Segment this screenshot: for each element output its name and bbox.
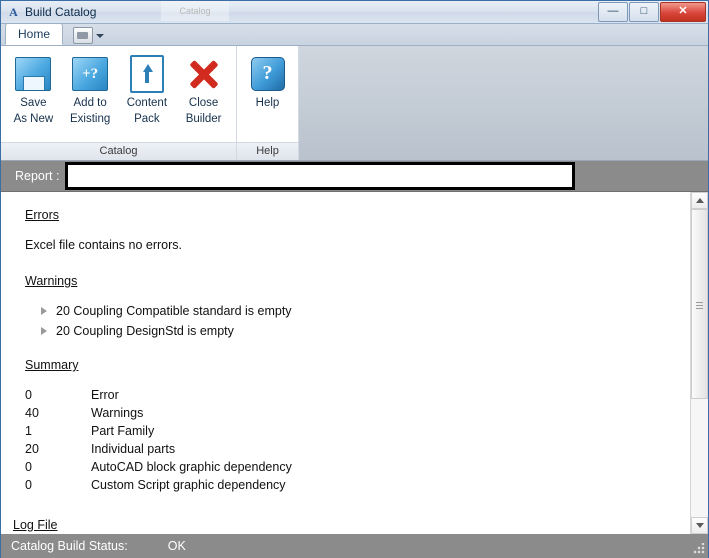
close-builder-button[interactable] — [177, 52, 230, 126]
scroll-down-button[interactable] — [691, 517, 708, 534]
add-to-existing-label-2: Existing — [69, 113, 111, 125]
report-content-area — [1, 192, 708, 534]
content-pack-label-2: Pack — [134, 113, 160, 125]
warning-text: 20 Coupling Compatible standard is empty — [56, 304, 292, 318]
log-file-link[interactable]: Log File — [13, 518, 58, 532]
table-row — [25, 388, 292, 406]
report-bar — [1, 161, 708, 192]
summary-table — [25, 388, 292, 496]
add-to-existing-button[interactable] — [64, 52, 117, 126]
expand-triangle-icon[interactable] — [41, 327, 47, 335]
content-pack-icon — [121, 54, 174, 94]
close-button[interactable]: ✕ — [660, 2, 706, 22]
table-row — [25, 406, 292, 424]
window-title: Build Catalog — [25, 5, 97, 19]
report-input[interactable] — [65, 162, 575, 190]
summary-label: Individual parts — [91, 442, 176, 456]
maximize-button[interactable]: □ — [629, 2, 659, 22]
save-as-new-label-1: Save — [20, 97, 47, 109]
errors-text: Excel file contains no errors. — [25, 238, 183, 252]
help-icon: ? — [243, 54, 292, 94]
help-label: Help — [255, 97, 280, 109]
table-row — [25, 478, 292, 496]
errors-heading: Errors — [25, 208, 60, 222]
ribbon-panel-help — [237, 46, 299, 160]
add-to-existing-icon: +? — [64, 54, 117, 94]
save-as-new-label-2: As New — [13, 113, 54, 125]
status-bar — [1, 534, 708, 558]
window-controls — [598, 2, 706, 22]
report-body — [1, 192, 690, 534]
summary-count: 40 — [25, 406, 39, 420]
list-item[interactable] — [41, 304, 690, 318]
content-pack-label-1: Content — [126, 97, 168, 109]
tab-home[interactable]: Home — [5, 23, 63, 45]
close-builder-label-2: Builder — [185, 113, 222, 125]
scrollbar-grip-icon — [696, 302, 703, 309]
warning-text: 20 Coupling DesignStd is empty — [56, 324, 234, 338]
summary-count: 20 — [25, 442, 39, 456]
quick-access-toolbar[interactable] — [73, 27, 104, 44]
ribbon-empty-area — [299, 46, 708, 160]
title-watermark: Catalog — [161, 1, 229, 21]
title-bar — [1, 1, 708, 24]
status-label: Catalog Build Status: — [11, 539, 128, 553]
save-as-new-icon — [7, 54, 60, 94]
summary-count: 0 — [25, 388, 32, 402]
close-builder-icon — [177, 54, 230, 94]
list-item[interactable] — [41, 324, 690, 338]
scroll-up-button[interactable] — [691, 192, 708, 209]
scrollbar-thumb[interactable] — [691, 209, 708, 399]
ribbon — [1, 46, 708, 161]
help-button[interactable] — [243, 52, 292, 110]
vertical-scrollbar[interactable] — [690, 192, 708, 534]
report-label: Report : — [15, 169, 60, 183]
table-row — [25, 442, 292, 460]
summary-count: 1 — [25, 424, 32, 438]
ribbon-tab-strip — [1, 24, 708, 46]
status-badge: OK — [167, 539, 186, 553]
panel-label-catalog: Catalog — [1, 142, 236, 160]
summary-count: 0 — [25, 460, 32, 474]
close-builder-label-1: Close — [188, 97, 219, 109]
summary-label: Error — [91, 388, 119, 402]
summary-label: Custom Script graphic dependency — [91, 478, 286, 492]
summary-label: Part Family — [91, 424, 155, 438]
warnings-heading: Warnings — [25, 274, 78, 288]
summary-label: AutoCAD block graphic dependency — [91, 460, 292, 474]
summary-heading: Summary — [25, 358, 79, 372]
expand-triangle-icon[interactable] — [41, 307, 47, 315]
panel-label-help: Help — [237, 142, 298, 160]
content-pack-button[interactable] — [121, 52, 174, 126]
add-to-existing-label-1: Add to — [73, 97, 107, 109]
scrollbar-track[interactable] — [691, 209, 708, 517]
save-as-new-button[interactable] — [7, 52, 60, 126]
summary-count: 0 — [25, 478, 32, 492]
resize-grip-icon[interactable] — [693, 543, 705, 555]
chevron-down-icon[interactable] — [96, 34, 104, 38]
chevron-down-icon — [696, 523, 704, 528]
summary-label: Warnings — [91, 406, 144, 420]
minimize-button[interactable]: — — [598, 2, 628, 22]
ribbon-panel-catalog — [1, 46, 237, 160]
table-row — [25, 460, 292, 478]
customize-toolbar-icon[interactable] — [73, 27, 93, 44]
chevron-up-icon — [696, 198, 704, 203]
table-row — [25, 424, 292, 442]
application-icon: A — [9, 4, 18, 19]
